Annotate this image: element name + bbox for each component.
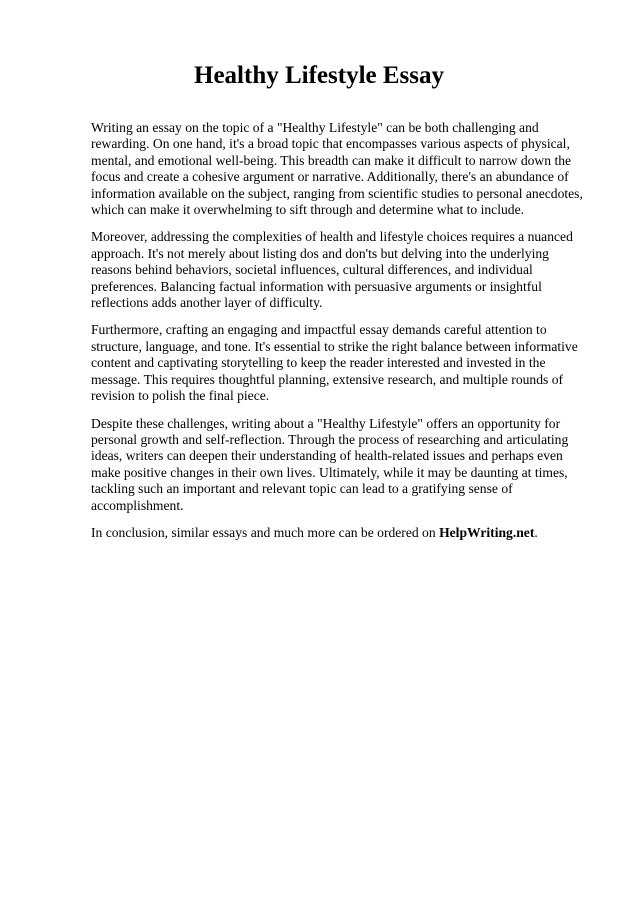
paragraph-3: Furthermore, crafting an engaging and impactful essay demands careful attention to structure, language, and tone. It's essential to strike the right balance between informative content and captivating storytelling to keep the reader interested and invested in the message. This requires thoughtful planning, extensive research, and multiple rounds of revision to polish the final piece.	[91, 322, 578, 404]
paragraph-1: Writing an essay on the topic of a "Healthy Lifestyle" can be both challenging and rewarding. On one hand, it's a broad topic that encompasses various aspects of physical, mental, and emotional well-being. This breadth can make it difficult to narrow down the focus and create a cohesive argument or narrative. Additionally, there's an abundance of information available on the subject, ranging from scientific studies to personal anecdotes, which can make it overwhelming to sift through and determine what to include.	[91, 120, 583, 218]
conclusion-suffix: .	[534, 524, 538, 540]
conclusion-prefix: In conclusion, similar essays and much more can be ordered on	[91, 524, 440, 540]
essay-body	[91, 120, 591, 552]
paragraph-2: Moreover, addressing the complexities of health and lifestyle choices requires a nuanced approach. It's not merely about listing dos and don'ts but delving into the underlying reasons behind behaviors, societal influences, cultural differences, and individual preferences. Balancing factual information with persuasive arguments or insightful reflections adds another layer of difficulty.	[91, 229, 573, 311]
helpwriting-link[interactable]: HelpWriting.net	[439, 524, 535, 540]
paragraph-4: Despite these challenges, writing about a "Healthy Lifestyle" offers an opportunity for personal growth and self-reflection. Through the process of researching and articulating ideas, writers can deepen their understanding of health-related issues and perhaps even make positive changes in their own lives. Ultimately, while it may be daunting at times, tackling such an important and relevant topic can lead to a gratifying sense of accomplishment.	[91, 415, 569, 513]
conclusion-paragraph	[91, 525, 591, 541]
page-title: Healthy Lifestyle Essay	[194, 62, 444, 89]
